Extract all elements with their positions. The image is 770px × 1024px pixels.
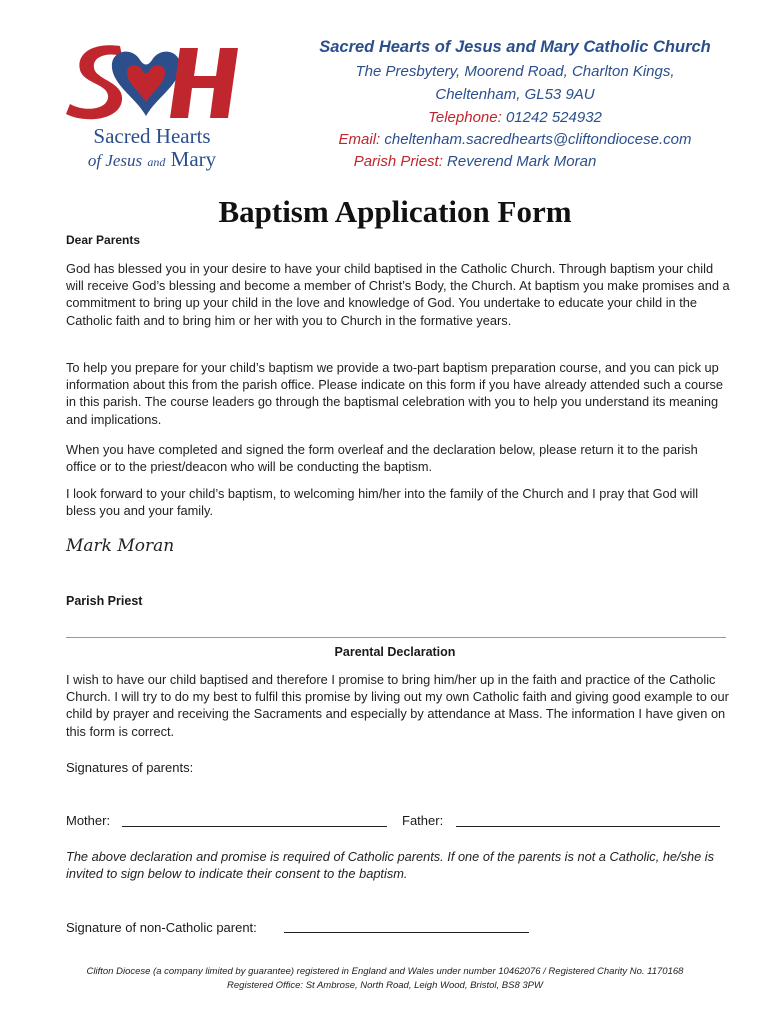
signatory-title: Parish Priest: [66, 594, 143, 608]
telephone-value: 01242 524932: [501, 109, 602, 126]
parish-priest: [285, 153, 665, 170]
church-logo: [62, 40, 242, 170]
logo-mary: Mary: [170, 147, 217, 171]
priest-signature: Mark Moran: [66, 536, 175, 556]
declaration-text: I wish to have our child baptised and therefore I promise to bring him/her up in the faith and practice of the Catholic Church. I will try to do my best to fulfil this promise by living out my own Catholic faith and giving good example to our child by prayer and receiving the Sacraments and especially by attendance at Mass. The information I have given on this form is correct.: [66, 672, 729, 739]
letter-paragraph-4: I look forward to your child’s baptism, to welcoming him/her into the family of the Church and I pray that God will bless you and your family.: [66, 486, 699, 519]
non-catholic-note: The above declaration and promise is required of Catholic parents. If one of the parents is not a Catholic, he/she is invited to sign below to indicate their consent to the baptism.: [66, 849, 715, 882]
section-divider: [66, 637, 726, 638]
declaration-heading: Parental Declaration: [334, 645, 456, 659]
address-line1: The Presbytery, Moorend Road, Charlton Kings,: [355, 63, 675, 80]
footer-registration: Clifton Diocese (a company limited by guarantee) registered in England and Wales under number 10462076 / Registered Charity No. 1170168: [86, 966, 684, 977]
logo-and: and: [147, 155, 166, 169]
letter-paragraph-1: God has blessed you in your desire to have your child baptised in the Catholic Church. Through baptism your child will receive God’s blessing and become a member of Christ’s Body, the Church. At baptism you make promises and a commitment to bring up your child in the love and knowledge of God. You undertake to educate your child in the Catholic faith and to bring him or her with you to Church in the formative years.: [66, 261, 730, 328]
non-catholic-signature-field[interactable]: [284, 932, 529, 933]
address-line2: Cheltenham, GL53 9AU: [435, 86, 595, 103]
priest-label: Parish Priest:: [353, 153, 443, 170]
logo-of-jesus: of Jesus: [87, 151, 143, 170]
form-title: Baptism Application Form: [218, 194, 572, 229]
footer-office: Registered Office: St Ambrose, North Road, Leigh Wood, Bristol, BS8 3PW: [227, 980, 543, 991]
signatures-label: Signatures of parents:: [66, 760, 194, 775]
priest-value: Reverend Mark Moran: [442, 153, 597, 170]
letter-paragraph-2: To help you prepare for your child’s baptism we provide a two-part baptism preparation course, and you can pick up information about this from the parish office. Please indicate on this form if you have already attended such a course in this parish. The course leaders go through the baptismal celebration with you to help you understand its meaning and implications.: [66, 360, 724, 427]
greeting: Dear Parents: [66, 233, 141, 247]
mother-signature-field[interactable]: [122, 826, 387, 827]
logo-line2: [62, 147, 242, 174]
letter-paragraph-3: When you have completed and signed the form overleaf and the declaration below, please return it to the parish office or to the priest/deacon who will be conducting the baptism.: [66, 442, 698, 475]
father-signature-field[interactable]: [456, 826, 720, 827]
father-label: Father:: [402, 813, 444, 828]
logo-line1: Sacred Hearts: [93, 124, 211, 148]
mother-label: Mother:: [66, 813, 111, 828]
email-label: Email:: [338, 131, 381, 148]
church-name: Sacred Hearts of Jesus and Mary Catholic Church: [319, 38, 711, 56]
email: [285, 131, 745, 148]
non-catholic-signature-label: Signature of non-Catholic parent:: [66, 920, 257, 935]
sacred-hearts-monogram-icon: [62, 40, 242, 122]
email-value[interactable]: cheltenham.sacredhearts@cliftondiocese.com: [380, 131, 692, 148]
telephone-label: Telephone:: [428, 109, 502, 126]
telephone: [285, 109, 745, 126]
